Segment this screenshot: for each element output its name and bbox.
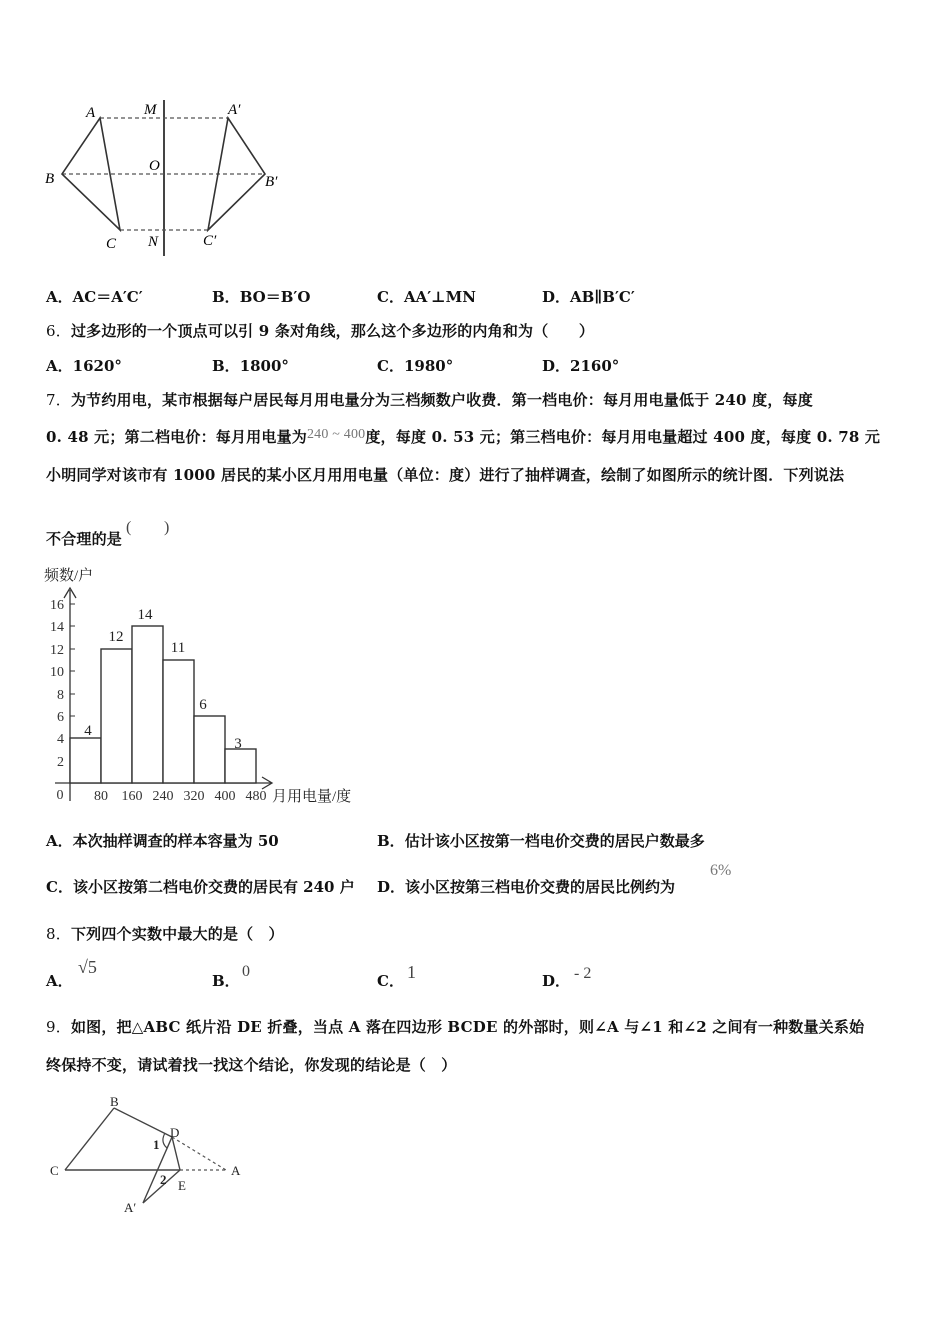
q6-option-a[interactable]: A．1620° bbox=[46, 357, 122, 375]
q9-stem-line1: 9．如图，把△ABC 纸片沿 DE 折叠，当点 A 落在四边形 BCDE 的外部时，则∠A 与∠1 和∠2 之间有一种数量关系始 bbox=[46, 1018, 865, 1036]
svg-text:16: 16 bbox=[50, 598, 64, 613]
q7-stem-line3: 小明同学对该市有 1000 居民的某小区月用用电量（单位：度）进行了抽样调查，绘制了如图所示的统计图．下列说法 bbox=[46, 466, 845, 484]
q9-stem-line2: 终保持不变，请试着找一找这个结论，你发现的结论是（ ） bbox=[46, 1056, 457, 1074]
q7-option-a[interactable]: A．本次抽样调查的样本容量为 50 bbox=[46, 832, 279, 850]
label-a-prime: A′ bbox=[124, 1200, 137, 1215]
q8-option-b-value: 0 bbox=[242, 963, 250, 980]
label-b-prime: B′ bbox=[265, 174, 278, 190]
q7-option-d-value: 6% bbox=[710, 862, 732, 879]
svg-text:160: 160 bbox=[121, 789, 143, 804]
q8-number: 8． bbox=[46, 925, 71, 943]
q8-option-a[interactable]: A． bbox=[46, 972, 73, 990]
q9-number: 9． bbox=[46, 1018, 71, 1036]
q5-option-c[interactable]: C．AA′⊥MN bbox=[377, 288, 476, 306]
q7-option-d[interactable]: D．该小区按第三档电价交费的居民比例约为 bbox=[377, 878, 676, 896]
q6-option-d[interactable]: D．2160° bbox=[542, 357, 620, 375]
label-a-prime: A′ bbox=[228, 102, 241, 118]
q6-stem: 6．过多边形的一个顶点可以引 9 条对角线，那么这个多边形的内角和为（ ） bbox=[46, 322, 595, 340]
q7-histogram bbox=[40, 562, 370, 807]
q7-stem-line1: 7．为节约用电，某市根据每户居民每月用电量分为三档频数户收费．第一档电价：每月用电量低于 240 度，每度 bbox=[46, 391, 813, 409]
label-angle2: 2 bbox=[160, 1172, 167, 1187]
svg-text:8: 8 bbox=[57, 688, 64, 703]
label-e: E bbox=[178, 1178, 186, 1193]
q5-option-d[interactable]: D．AB∥B′C′ bbox=[542, 288, 635, 306]
bar-label: 12 bbox=[108, 629, 124, 645]
label-c-prime: C′ bbox=[203, 233, 217, 249]
q7-number: 7． bbox=[46, 391, 71, 409]
svg-text:14: 14 bbox=[50, 620, 64, 635]
q7-answer-paren: ( ) bbox=[126, 519, 170, 536]
q8-option-c[interactable]: C． bbox=[377, 972, 404, 990]
q8-option-d[interactable]: D． bbox=[542, 972, 571, 990]
svg-text:400: 400 bbox=[214, 789, 236, 804]
q8-option-b[interactable]: B． bbox=[212, 972, 240, 990]
q8-option-a-value: √5 bbox=[78, 957, 97, 977]
q8-option-d-value: - 2 bbox=[574, 965, 592, 982]
q7-option-b[interactable]: B．估计该小区按第一档电价交费的居民户数最多 bbox=[377, 832, 705, 850]
q5-option-a[interactable]: A．AC＝A′C′ bbox=[46, 288, 143, 306]
q6-number: 6． bbox=[46, 322, 71, 340]
bar-240-320 bbox=[163, 660, 194, 783]
q5-reflection-figure bbox=[40, 95, 300, 260]
bar-label: 11 bbox=[170, 640, 186, 656]
label-c: C bbox=[106, 236, 117, 252]
svg-text:4: 4 bbox=[57, 732, 64, 747]
svg-text:10: 10 bbox=[50, 665, 64, 680]
q7-stem-line2: 0. 48 元；第二档电价：每月用电量为240 ~ 400度，每度 0. 53 元；第三档电价：每月用电量超过 400 度，每度 0. 78 元 bbox=[46, 427, 881, 446]
bar-label: 6 bbox=[199, 697, 207, 713]
label-angle1: 1 bbox=[153, 1137, 160, 1152]
q7-range: 240 ~ 400 bbox=[306, 427, 366, 442]
svg-text:80: 80 bbox=[94, 789, 108, 804]
bar-label: 4 bbox=[84, 723, 92, 739]
label-o: O bbox=[149, 158, 160, 174]
q9-fold-figure bbox=[40, 1090, 260, 1215]
q6-option-c[interactable]: C．1980° bbox=[377, 357, 454, 375]
bar-160-240 bbox=[132, 626, 163, 783]
q5-option-b[interactable]: B．BO＝B′O bbox=[212, 288, 311, 306]
svg-text:12: 12 bbox=[50, 643, 64, 658]
label-a: A bbox=[86, 105, 96, 121]
label-c: C bbox=[50, 1163, 59, 1178]
svg-text:0: 0 bbox=[56, 788, 64, 803]
svg-text:480: 480 bbox=[245, 789, 267, 804]
bar-label: 14 bbox=[137, 607, 153, 623]
q8-stem: 8．下列四个实数中最大的是（ ） bbox=[46, 925, 284, 943]
bar-80-160 bbox=[101, 649, 132, 783]
q7-stem-line4: 不合理的是( ) bbox=[46, 519, 170, 548]
svg-text:240: 240 bbox=[152, 789, 174, 804]
label-b: B bbox=[45, 171, 55, 187]
label-b: B bbox=[110, 1094, 119, 1109]
label-m: M bbox=[144, 102, 157, 118]
label-d: D bbox=[170, 1125, 180, 1140]
angle1-arc-icon bbox=[163, 1133, 167, 1148]
q8-option-c-value: 1 bbox=[407, 962, 416, 982]
bar-0-80 bbox=[70, 738, 101, 783]
label-a: A bbox=[231, 1163, 241, 1178]
svg-text:2: 2 bbox=[57, 755, 64, 770]
y-axis-label: 频数/户 bbox=[44, 568, 94, 584]
label-n: N bbox=[148, 234, 159, 250]
q7-option-c[interactable]: C．该小区按第二档电价交费的居民有 240 户 bbox=[46, 878, 355, 896]
q6-option-b[interactable]: B．1800° bbox=[212, 357, 289, 375]
bar-400-480 bbox=[225, 749, 256, 783]
bar-320-400 bbox=[194, 716, 225, 783]
x-axis-label: 月用电量/度 bbox=[272, 789, 352, 805]
svg-text:320: 320 bbox=[183, 789, 205, 804]
svg-text:6: 6 bbox=[57, 710, 64, 725]
bar-label: 3 bbox=[234, 736, 242, 752]
